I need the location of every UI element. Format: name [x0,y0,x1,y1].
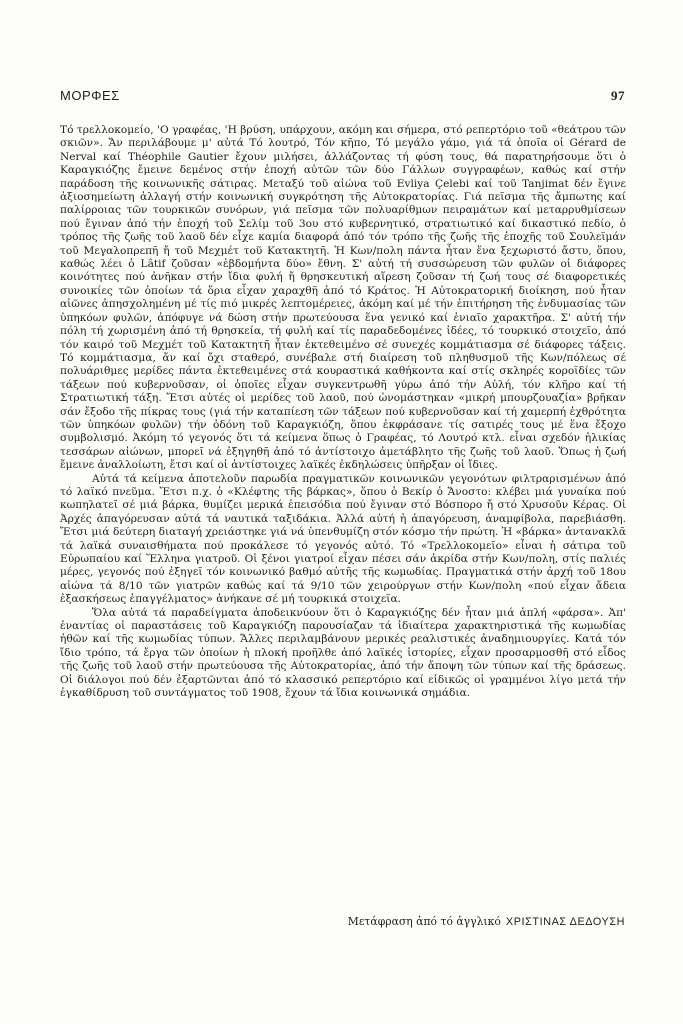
paragraph-1: Τό τρελλοκομείο, 'Ο γραφέας, 'Η βρύση, υπάρχουν, ακόμη και σήμερα, στό ρεπερτόριο τοῦ «θεάτρου τῶν σκιῶν». Ἄν περιλάβουμε μ' αὐτά Τό λουτρό, Τόν κῆπο, Τό μεγάλο γάμο, γιά τά ὁποῖα οἱ Gérard de Nerval καί Théophile Gautier ἔχουν μιλήσει, ἀλλάζοντας τή φύση τους, θά παρατηρήσουμε ὅτι ὁ Καραγκιόζης ἔμεινε δεμένος στήν ἐποχή αὐτῶν τῶν δύο Γάλλων συγγραφέων, καθώς καί στήν παράδοση τῆς κοινωνικῆς σάτιρας. Μεταξύ τοῦ αἰώνα τοῦ Evliya Çelebi καί τοῦ Tanjimat δέν ἔγινε ἀξιοσημείωτη ἀλλαγή στήν κοινωνική συγκρότηση τῆς Αὐτοκρατορίας. Γιά πεῖσμα τῆς ἄμπωτης καί παλίρροιας τῶν τουρκικῶν συνόρων, γιά πεῖσμα τῶν πολυαρίθμων πειραμάτων καί μεταρρυθμίσεων πού ἔγιναν ἀπό τήν ἐποχή τοῦ Σελίμ τοῦ 3ου στό κυβερνητικό, στρατιωτικό καί δικαστικό πεδίο, ὁ τρόπος τῆς ζωῆς τοῦ λαοῦ δέν εἶχε καμία διαφορά ἀπό τόν τρόπο τῆς ζωῆς τῆς ἐποχῆς τοῦ Σουλεϊμάν τοῦ Μεγαλοπρεπῆ ἤ τοῦ Μεχμέτ τοῦ Κατακτητῆ. Ἡ Κων/πολη πάντα ἦταν ἕνα ξεχωριστό ἄστυ, ὅπου, καθώς λέει ὁ Lâtif ζοῦσαν «ἑβδομήντα δύο» ἔθνη. Σ' αὐτή τή συσσώρευση τῶν φυλῶν οἱ διάφορες κοινότητες πού ἀνῆκαν στήν ἴδια φυλή ἤ θρησκευτική αἵρεση ζοῦσαν τή ζωή τους σέ διαφορετικές συνοικίες τῶν ὁποίων τά ὅρια εἶχαν χαραχθῆ ἀπό τό Κράτος. Ἡ Αὐτοκρατορική διοίκηση, πού ἦταν αἰῶνες ἀπησχολημένη μέ τίς πιό μικρές λεπτομέρειες, ἀκόμη καί μέ τήν ἐπιτήρηση τῆς ἐνδυμασίας τῶν ὑπηκόων φυλῶν, ἀπόφυγε νά δώση στήν πρωτεύουσα ἕνα γενικό καί ἑνιαῖο χαρακτῆρα. Σ' αὐτή τήν πόλη τή χωρισμένη ἀπό τή θρησκεία, τή φυλή καί τίς παραδεδομένες ἰδέες, τό τουρκικό στοιχεῖο, ἀπό τόν καιρό τοῦ Μεχμέτ τοῦ Κατακτητῆ ἦταν ἐκτεθειμένο σέ συνεχές κομμάτιασμα σέ διάφορες τάξεις. Τό κομμάτιασμα, ἄν καί ὄχι σταθερό, συνέβαλε στή διαίρεση τοῦ πληθυσμοῦ τῆς Κων/πόλεως σέ πολυάριθμες μερίδες πάντα ἐκτεθειμένες στά κουραστικά καθήκοντα καί στίς σκληρές κοροϊδίες τῶν τάξεων πού κυβερνοῦσαν, οἱ ὁποῖες εἶχαν συγκεντρωθῆ γύρω ἀπό τήν Αὐλή, τόν κλῆρο καί τή Στρατιωτική τάξη. Ἔτσι αὐτές οἱ μερίδες τοῦ λαοῦ, πού ὠνομάστηκαν «μικρή μπουρζουαζία» βρῆκαν σάν ἔξοδο τῆς πίκρας τους (γιά τήν καταπίεση τῶν τάξεων πού κυβερνοῦσαν καί τή χαμερπή ἐχθρότητα τῶν ὑπηκόων φυλῶν) τήν ὁδόνη τοῦ Καραγκιόζη, ὅπου ἐκφράσανε τίς σατιρές τους μέ ἕνα ἔξοχο συμβολισμό. Ἀκόμη τό γεγονός ὅτι τά κείμενα ὅπως ὁ Γραφέας, τό Λουτρό κτλ. εἶναι σχεδόν ἡλικίας τεσσάρων αἰώνων, μπορεῖ νά ἐξηγηθῆ ἀπό τό ἀντίστοιχο ἀμετάβλητο τῆς ζωῆς τοῦ λαοῦ. Ὅπως ἡ ζωή ἔμεινε ἀναλλοίωτη, ἔτσι καί οἱ ἀντίστοιχες λαϊκές ἐκδηλώσεις ὑπῆρξαν οἱ ἴδιες. [60,124,626,472]
article-body [60,124,626,700]
running-title: ΜΟΡΦΕΣ [60,88,120,103]
paragraph-3: Ὅλα αὐτά τά παραδείγματα ἀποδεικνύουν ὅτι ὁ Καραγκιόζης δέν ἦταν μιά ἁπλή «φάρσα». Ἀπ' ἐναντίας οἱ παραστάσεις τοῦ Καραγκιόζη παρουσίαζαν τά ἰδιαίτερα χαρακτηριστικά τῆς κωμωδίας ἠθῶν καί τῆς κωμωδίας τύπων. Ἄλλες περιλαμβάνουν μερικές ρεαλιστικές ἀναδημιουργίες. Κατά τόν ἴδιο τρόπο, τά ἔργα τῶν ὁποίων ἡ πλοκή προῆλθε ἀπό λαϊκές ἱστορίες, εἶχαν προσαρμοσθῆ στό εἶδος τῆς ζωῆς τοῦ λαοῦ στήν πρωτεύουσα τῆς Αὐτοκρατορίας, ἀπό τήν ἄποψη τῶν τύπων καί τῆς δράσεως. Οἱ διάλογοι πού δέν ἐξαρτῶνται ἀπό τό κλασσικό ρεπερτόριο καί εἰδικῶς οἱ γραμμένοι λίγο μετά τήν ἐγκαθίδρυση τοῦ συντάγματος τοῦ 1908, ἔχουν τά ἴδια κοινωνικά σημάδια. [60,606,626,700]
translator-name: ΧΡΙΣΤΙΝΑΣ ΔΕΔΟΥΣΗ [505,916,625,928]
translator-credit [348,915,625,928]
page-number: 97 [611,88,625,103]
paragraph-2: Αὐτά τά κείμενα ἀποτελοῦν παρωδία πραγματικῶν κοινωνικῶν γεγονότων φιλτραρισμένων ἀπό τό λαϊκό πνεῦμα. Ἔτσι π.χ. ὁ «Κλέφτης τῆς βάρκας», ὅπου ὁ Βεκίρ ὁ Ἄνοστο: κλέβει μιά γυναίκα πού κωπηλατεῖ σέ μιά βάρκα, θυμίζει μερικά ἐπεισόδια πού ἔγιναν στό Βόσπορο ἤ στό Χρυσοῦν Κέρας. Οἱ Ἀρχές ἀπαγόρευσαν αὐτά τά ναυτικά ταξιδάκια. Ἀλλά αὐτή ἡ ἀπαγόρευση, ἀναμφίβολα, παρεβιάσθη. Ἔτσι μιά δεύτερη διαταγή χρειάστηκε γιά νά ὑπενθυμίζη στόν κόσμο τήν πρώτη. Ἡ «βάρκα» ἀντανακλᾶ τά λαϊκά συναισθήματα πού προκάλεσε τό γεγονός αὐτό. Τό «Τρελλοκομεῖο» εἶναι ἡ σάτιρα τοῦ Εὐρωπαίου καί Ἕλληνα γιατροῦ. Οἱ ξένοι γιατροί εἶχαν πέσει σάν ἀκρίδα στήν Κων/πολη, στίς παλιές μέρες, γεγονός πού ἐξηγεῖ τόν κοινωνικό βαθμό αὐτῆς τῆς κωμωδίας. Πραγματικά στήν ἀρχή τοῦ 18ου αἰώνα τά 8/10 τῶν γιατρῶν καθώς καί τά 9/10 τῶν χειρούργων στήν Κων/πολη «πού εἶχαν ἄδεια ἐξασκήσεως ἐπαγγέλματος» ἀνήκανε σέ μή τουρκικά στοιχεῖα. [60,472,626,606]
page-header [60,88,625,104]
translation-note: Μετάφραση ἀπό τό ἀγγλικό [347,915,501,928]
